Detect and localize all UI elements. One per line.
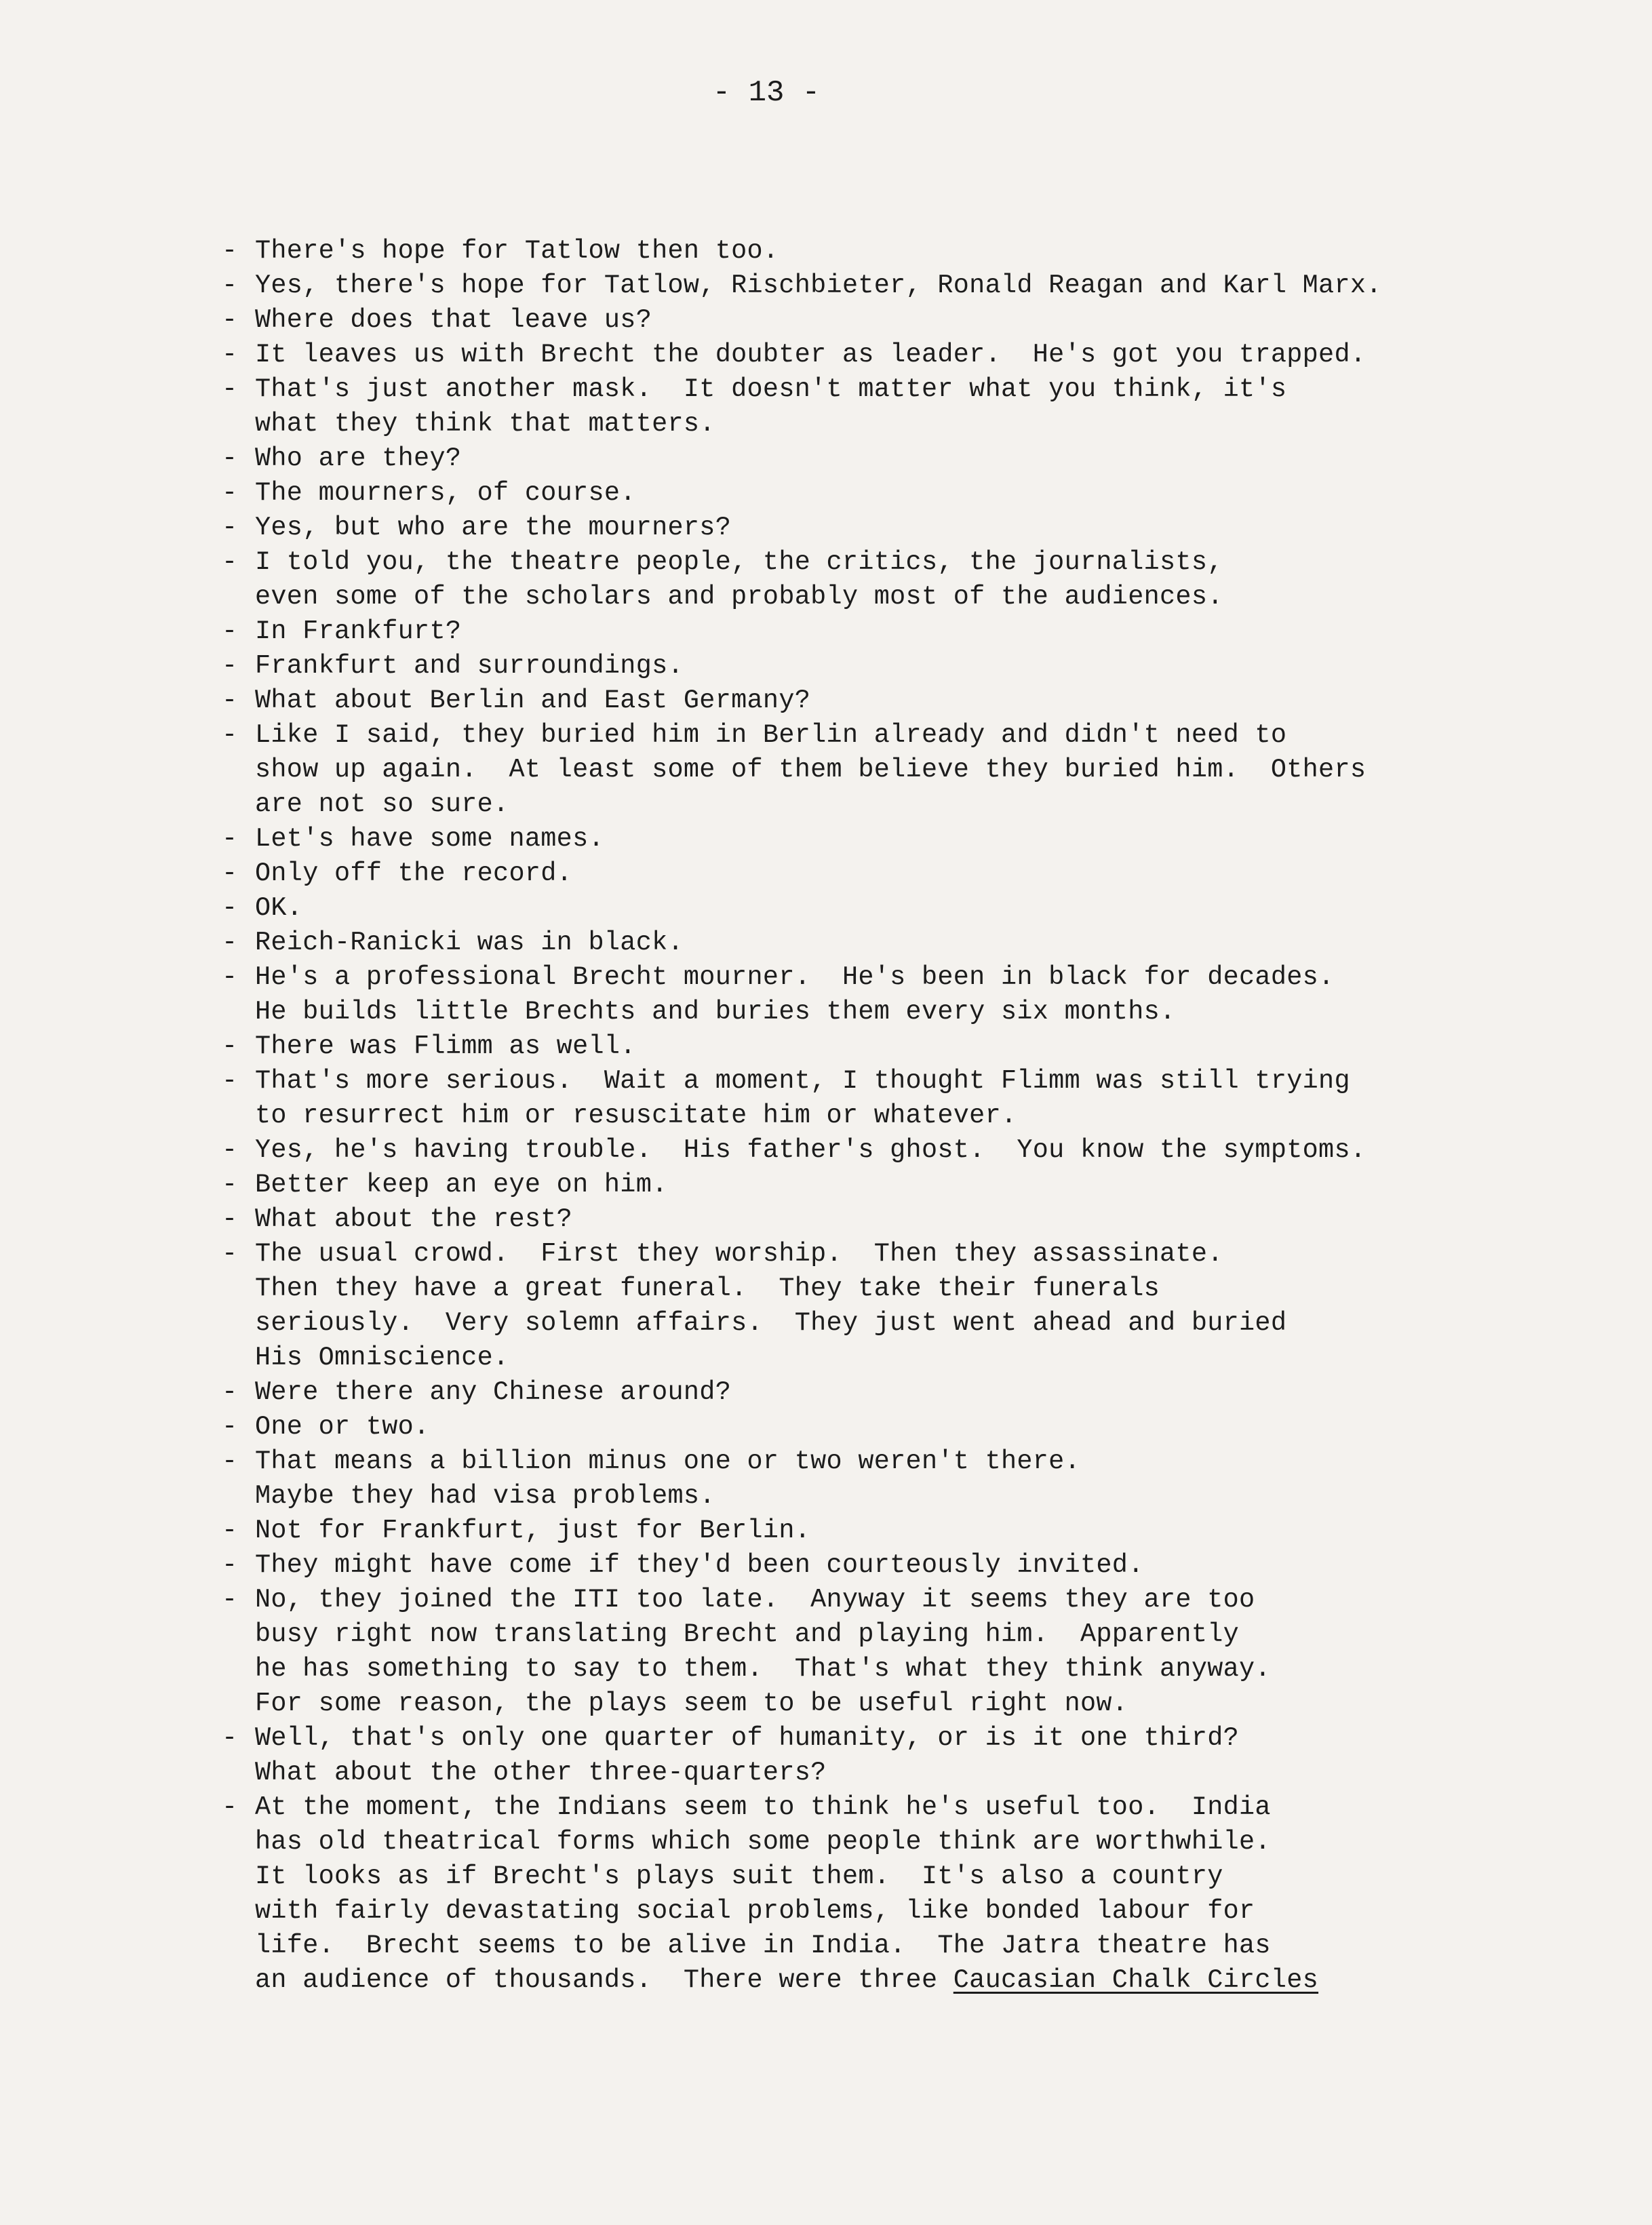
text-line: seriously. Very solemn affairs. They just went ahead and buried xyxy=(255,1308,1287,1338)
speaker-dash: - xyxy=(222,824,238,854)
text-line: There's hope for Tatlow then too. xyxy=(255,236,779,266)
text-line: The mourners, of course. xyxy=(255,478,636,508)
speaker-dash: - xyxy=(222,616,238,646)
text-line: Reich-Ranicki was in black. xyxy=(255,928,684,958)
text-line: Where does that leave us? xyxy=(255,305,652,335)
speaker-dash: - xyxy=(222,1585,238,1615)
speaker-dash: - xyxy=(222,444,238,473)
speaker-dash: - xyxy=(222,478,238,508)
dialogue-entry xyxy=(222,1133,1578,1168)
text-line: even some of the scholars and probably most of the audiences. xyxy=(255,582,1223,612)
text-line: Then they have a great funeral. They take their funerals xyxy=(255,1274,1160,1303)
underlined-play-title: Caucasian Chalk Circles xyxy=(953,1965,1319,1995)
speaker-dash: - xyxy=(222,236,238,266)
text-line: with fairly devastating social problems, like bonded labour for xyxy=(255,1896,1255,1926)
dialogue-entry xyxy=(222,476,1578,511)
text-line: One or two. xyxy=(255,1412,430,1442)
text-line: That's just another mask. It doesn't matter what you think, it's xyxy=(255,374,1287,404)
text-line: He's a professional Brecht mourner. He's been in black for decades. xyxy=(255,962,1335,992)
speaker-dash: - xyxy=(222,1412,238,1442)
text-line: It looks as if Brecht's plays suit them. It's also a country xyxy=(255,1862,1223,1891)
speaker-dash: - xyxy=(222,305,238,335)
speaker-dash: - xyxy=(222,1792,238,1822)
text-line: There was Flimm as well. xyxy=(255,1031,636,1061)
text-line: They might have come if they'd been courteously invited. xyxy=(255,1550,1144,1580)
speaker-dash: - xyxy=(222,893,238,923)
text-line: life. Brecht seems to be alive in India. The Jatra theatre has xyxy=(255,1931,1271,1961)
dialogue-entry xyxy=(222,684,1578,718)
dialogue-entry xyxy=(222,1064,1578,1133)
dialogue-entry xyxy=(222,1548,1578,1583)
dialogue-entry xyxy=(222,891,1578,926)
dialogue-entry xyxy=(222,1375,1578,1410)
speaker-dash: - xyxy=(222,962,238,992)
dialogue-entry xyxy=(222,234,1578,269)
dialogue-entry xyxy=(222,303,1578,338)
speaker-dash: - xyxy=(222,1723,238,1753)
dialogue-entry xyxy=(222,1721,1578,1790)
text-line: What about the rest? xyxy=(255,1204,573,1234)
text-line: what they think that matters. xyxy=(255,409,715,439)
speaker-dash: - xyxy=(222,720,238,750)
text-line: What about the other three-quarters? xyxy=(255,1758,827,1788)
text-line: That's more serious. Wait a moment, I thought Flimm was still trying xyxy=(255,1066,1350,1096)
speaker-dash: - xyxy=(222,859,238,888)
text-line: busy right now translating Brecht and playing him. Apparently xyxy=(255,1619,1240,1649)
text-line: are not so sure. xyxy=(255,789,509,819)
text-line-prefix: an audience of thousands. There were three xyxy=(255,1965,953,1995)
dialogue-entry xyxy=(222,545,1578,614)
speaker-dash: - xyxy=(222,1446,238,1476)
text-line: He builds little Brechts and buries them every six months. xyxy=(255,997,1176,1027)
speaker-dash: - xyxy=(222,340,238,370)
page-number: - 13 - xyxy=(712,76,821,110)
dialogue-entry xyxy=(222,372,1578,441)
text-line: has old theatrical forms which some people think are worthwhile. xyxy=(255,1827,1271,1857)
text-line: Let's have some names. xyxy=(255,824,604,854)
speaker-dash: - xyxy=(222,686,238,715)
speaker-dash: - xyxy=(222,547,238,577)
text-line: Who are they? xyxy=(255,444,462,473)
speaker-dash: - xyxy=(222,1066,238,1096)
speaker-dash: - xyxy=(222,928,238,958)
dialogue-entry xyxy=(222,1444,1578,1514)
speaker-dash: - xyxy=(222,651,238,681)
dialogue-entry xyxy=(222,441,1578,476)
dialogue-entry xyxy=(222,649,1578,684)
text-line: At the moment, the Indians seem to think he's useful too. India xyxy=(255,1792,1271,1822)
speaker-dash: - xyxy=(222,1135,238,1165)
speaker-dash: - xyxy=(222,1516,238,1545)
text-line: Yes, there's hope for Tatlow, Rischbieter, Ronald Reagan and Karl Marx. xyxy=(255,271,1382,300)
text-line: Only off the record. xyxy=(255,859,573,888)
text-line: Well, that's only one quarter of humanity, or is it one third? xyxy=(255,1723,1240,1753)
dialogue-entry xyxy=(222,856,1578,891)
text-line: OK. xyxy=(255,893,303,923)
text-line: Frankfurt and surroundings. xyxy=(255,651,684,681)
text-line: Better keep an eye on him. xyxy=(255,1170,668,1200)
dialogue-entry xyxy=(222,822,1578,856)
text-line: Yes, but who are the mourners? xyxy=(255,513,732,543)
dialogue-entry xyxy=(222,614,1578,649)
dialogue-entry xyxy=(222,960,1578,1029)
text-line: show up again. At least some of them believe they buried him. Others xyxy=(255,755,1366,785)
speaker-dash: - xyxy=(222,1239,238,1269)
text-line: Were there any Chinese around? xyxy=(255,1377,732,1407)
text-line: What about Berlin and East Germany? xyxy=(255,686,811,715)
text-line: That means a billion minus one or two weren't there. xyxy=(255,1446,1080,1476)
dialogue-entry xyxy=(222,1583,1578,1721)
speaker-dash: - xyxy=(222,1377,238,1407)
dialogue-entry xyxy=(222,1237,1578,1375)
speaker-dash: - xyxy=(222,1204,238,1234)
dialogue-text xyxy=(222,234,1578,1998)
text-line: I told you, the theatre people, the critics, the journalists, xyxy=(255,547,1223,577)
text-line: No, they joined the ITI too late. Anyway it seems they are too xyxy=(255,1585,1255,1615)
text-line: he has something to say to them. That's what they think anyway. xyxy=(255,1654,1271,1684)
text-line: Like I said, they buried him in Berlin already and didn't need to xyxy=(255,720,1287,750)
dialogue-entry xyxy=(222,1168,1578,1202)
dialogue-entry xyxy=(222,1202,1578,1237)
dialogue-entry xyxy=(222,1029,1578,1064)
dialogue-entry xyxy=(222,718,1578,822)
speaker-dash: - xyxy=(222,1550,238,1580)
text-line xyxy=(255,1963,1578,1998)
dialogue-entry xyxy=(222,1790,1578,1998)
text-line: For some reason, the plays seem to be useful right now. xyxy=(255,1689,1128,1718)
dialogue-entry xyxy=(222,1514,1578,1548)
text-line: to resurrect him or resuscitate him or whatever. xyxy=(255,1101,1017,1130)
text-line: In Frankfurt? xyxy=(255,616,462,646)
text-line: His Omniscience. xyxy=(255,1343,509,1373)
dialogue-entry xyxy=(222,1410,1578,1444)
text-line: The usual crowd. First they worship. Then they assassinate. xyxy=(255,1239,1223,1269)
dialogue-entry xyxy=(222,338,1578,372)
speaker-dash: - xyxy=(222,1170,238,1200)
text-line: Not for Frankfurt, just for Berlin. xyxy=(255,1516,811,1545)
text-line: It leaves us with Brecht the doubter as leader. He's got you trapped. xyxy=(255,340,1366,370)
dialogue-entry xyxy=(222,926,1578,960)
text-line: Yes, he's having trouble. His father's ghost. You know the symptoms. xyxy=(255,1135,1366,1165)
speaker-dash: - xyxy=(222,374,238,404)
dialogue-entry xyxy=(222,269,1578,303)
speaker-dash: - xyxy=(222,1031,238,1061)
speaker-dash: - xyxy=(222,513,238,543)
dialogue-entry xyxy=(222,511,1578,545)
speaker-dash: - xyxy=(222,271,238,300)
text-line: Maybe they had visa problems. xyxy=(255,1481,715,1511)
